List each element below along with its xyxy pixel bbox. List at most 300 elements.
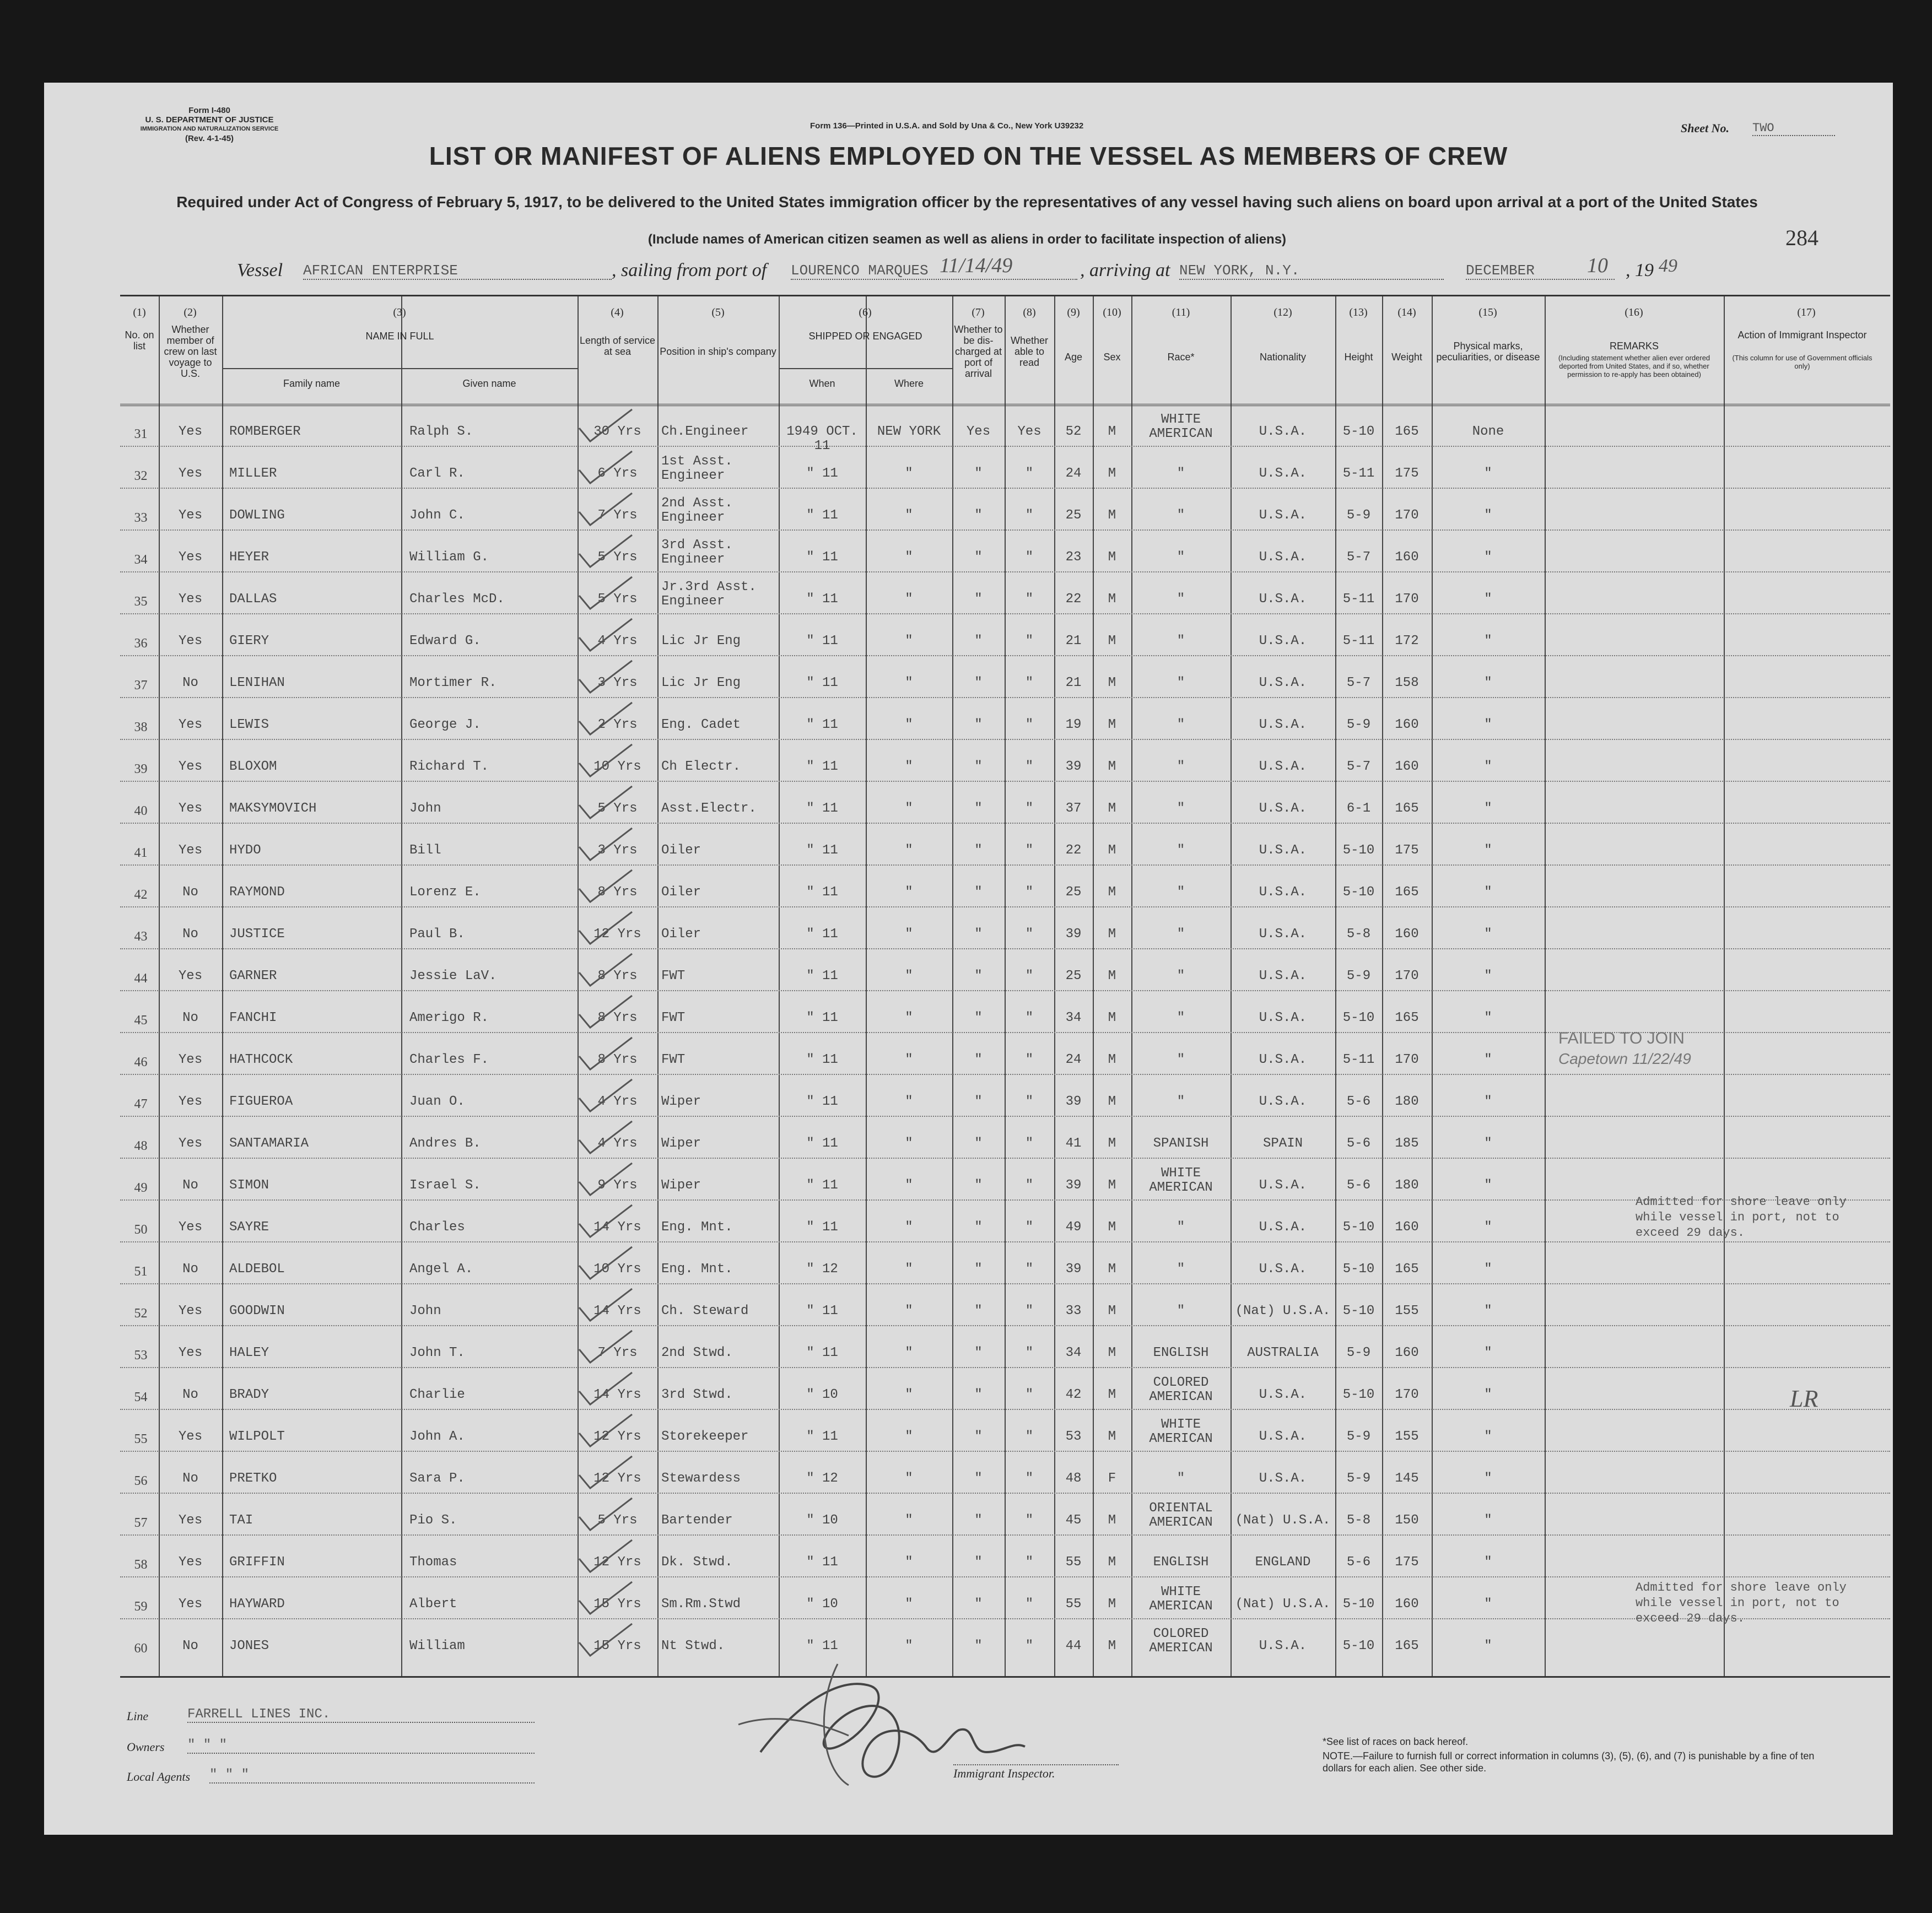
cell-list-number: 37 [134, 678, 148, 693]
cell-discharged: " [974, 969, 983, 983]
table-row [120, 697, 1890, 739]
table-row [120, 990, 1890, 1032]
cell-discharged: " [974, 1597, 983, 1612]
cell-nationality: U.S.A. [1259, 1429, 1307, 1444]
cell-age: 23 [1065, 550, 1082, 565]
cell-race: WHITE AMERICAN [1149, 1585, 1213, 1614]
check-mark-icon [575, 1411, 635, 1450]
cell-nationality: ENGLAND [1255, 1555, 1311, 1570]
cell-sex: M [1108, 759, 1116, 774]
cell-given-name: Amerigo R. [409, 1010, 489, 1025]
cell-race: " [1177, 466, 1185, 481]
owners-value: " " " [187, 1738, 535, 1754]
col-header-discharged: Whether to be dis-charged at port of arrival [954, 324, 1003, 379]
cell-sex: M [1108, 1597, 1116, 1612]
cell-race: " [1177, 1052, 1185, 1067]
cell-list-number: 60 [134, 1641, 148, 1656]
cell-service: 14 Yrs [593, 1220, 641, 1235]
table-row [120, 781, 1890, 823]
cell-able-to-read: " [1025, 1220, 1034, 1235]
cell-family-name: DOWLING [229, 508, 285, 523]
column-number: (2) [184, 306, 197, 318]
cell-shipped-where: " [905, 885, 913, 900]
cell-nationality: U.S.A. [1259, 801, 1307, 816]
cell-shipped-when: " 12 [806, 1262, 838, 1277]
cell-family-name: HALEY [229, 1345, 269, 1360]
cell-service: 8 Yrs [597, 1010, 638, 1025]
races-note: *See list of races on back hereof. [1323, 1736, 1469, 1747]
cell-shipped-when: " 11 [806, 717, 838, 732]
cell-nationality: SPAIN [1262, 1136, 1303, 1151]
cell-race: " [1177, 843, 1185, 858]
cell-physical-marks: " [1484, 1429, 1492, 1444]
cell-height: 5-10 [1342, 1304, 1375, 1318]
cell-nationality: U.S.A. [1259, 634, 1307, 649]
cell-position: Lic Jr Eng [661, 676, 741, 690]
cell-height: 5-10 [1342, 1262, 1375, 1277]
cell-height: 5-8 [1346, 1513, 1371, 1528]
cell-able-to-read: " [1025, 927, 1034, 942]
cell-able-to-read: " [1025, 1429, 1034, 1444]
cell-given-name: John [409, 1304, 441, 1318]
cell-height: 5-10 [1342, 1010, 1375, 1025]
cell-height: 5-11 [1342, 466, 1375, 481]
cell-given-name: Lorenz E. [409, 885, 481, 900]
cell-shipped-when: " 12 [806, 1471, 838, 1486]
cell-position: Jr.3rd Asst. Engineer [661, 580, 757, 609]
cell-last-voyage: Yes [178, 592, 203, 607]
cell-weight: 160 [1395, 1345, 1419, 1360]
local-agents-label: Local Agents [127, 1770, 191, 1784]
check-mark-icon [575, 1076, 635, 1115]
cell-last-voyage: No [182, 927, 198, 942]
cell-shipped-when: 1949 OCT. 11 [786, 424, 858, 453]
cell-weight: 160 [1395, 1220, 1419, 1235]
table-row [120, 1074, 1890, 1116]
table-row [120, 488, 1890, 529]
cell-service: 10 Yrs [593, 1262, 641, 1277]
cell-family-name: BLOXOM [229, 759, 277, 774]
column-number: (12) [1273, 306, 1292, 318]
column-number: (11) [1172, 306, 1190, 318]
cell-shipped-where: " [905, 466, 913, 481]
cell-last-voyage: Yes [178, 466, 203, 481]
cell-age: 34 [1065, 1345, 1082, 1360]
cell-position: FWT [661, 969, 686, 983]
cell-shipped-when: " 11 [806, 927, 838, 942]
cell-service: 14 Yrs [593, 1387, 641, 1402]
column-number: (17) [1797, 306, 1816, 318]
cell-family-name: LEWIS [229, 717, 269, 732]
cell-shipped-when: " 11 [806, 676, 838, 690]
cell-family-name: HYDO [229, 843, 261, 858]
cell-shipped-where: " [905, 1387, 913, 1402]
cell-age: 25 [1065, 969, 1082, 983]
cell-last-voyage: Yes [178, 1136, 203, 1151]
cell-service: 15 Yrs [593, 1597, 641, 1612]
cell-able-to-read: " [1025, 717, 1034, 732]
cell-nationality: U.S.A. [1259, 759, 1307, 774]
cell-shipped-where: " [905, 759, 913, 774]
cell-service: 30 Yrs [593, 424, 641, 439]
cell-able-to-read: " [1025, 1262, 1034, 1277]
cell-race: " [1177, 508, 1185, 523]
cell-list-number: 46 [134, 1055, 148, 1069]
cell-weight: 172 [1395, 634, 1419, 649]
cell-discharged: " [974, 592, 983, 607]
cell-discharged: " [974, 1387, 983, 1402]
cell-service: 7 Yrs [597, 508, 638, 523]
cell-height: 5-6 [1346, 1555, 1371, 1570]
cell-height: 5-10 [1342, 1639, 1375, 1653]
requirement-text: Required under Act of Congress of February 5, 1917, to be delivered to the United States immigration officer by the representatives of any vessel having such aliens on board upon arrival at a port of the United States [176, 193, 1758, 210]
cell-sex: M [1108, 1345, 1116, 1360]
cell-race: " [1177, 592, 1185, 607]
cell-nationality: U.S.A. [1259, 592, 1307, 607]
cell-discharged: " [974, 1639, 983, 1653]
cell-discharged: " [974, 1429, 983, 1444]
cell-last-voyage: Yes [178, 1513, 203, 1528]
cell-physical-marks: " [1484, 1345, 1492, 1360]
cell-weight: 155 [1395, 1429, 1419, 1444]
remark-shore-leave-48: Admitted for shore leave only while vessel in port, not to exceed 29 days. [1636, 1195, 1847, 1240]
cell-able-to-read: " [1025, 592, 1034, 607]
cell-shipped-when: " 11 [806, 1555, 838, 1570]
cell-given-name: Juan O. [409, 1094, 465, 1109]
cell-shipped-when: " 11 [806, 1094, 838, 1109]
check-mark-icon [575, 657, 635, 696]
cell-weight: 165 [1395, 1639, 1419, 1653]
cell-age: 39 [1065, 1094, 1082, 1109]
cell-list-number: 34 [134, 553, 148, 567]
cell-last-voyage: Yes [178, 550, 203, 565]
cell-given-name: Israel S. [409, 1178, 481, 1193]
table-row [120, 823, 1890, 864]
col-header-remarks-note: (Including statement whether alien ever ordered deported from United States, and if so, whether permission to re-apply has been obtained) [1558, 354, 1710, 379]
cell-weight: 155 [1395, 1304, 1419, 1318]
sail-date: 11/14/49 [940, 254, 1013, 277]
cell-nationality: U.S.A. [1259, 1178, 1307, 1193]
cell-family-name: GRIFFIN [229, 1555, 285, 1570]
cell-able-to-read: " [1025, 676, 1034, 690]
cell-last-voyage: Yes [178, 424, 203, 439]
check-mark-icon [575, 1537, 635, 1575]
cell-family-name: HEYER [229, 550, 269, 565]
cell-physical-marks: " [1484, 717, 1492, 732]
col-header-family-name: Family name [283, 378, 341, 389]
cell-able-to-read: " [1025, 885, 1034, 900]
cell-physical-marks: " [1484, 1220, 1492, 1235]
check-mark-icon [575, 867, 635, 905]
cell-last-voyage: Yes [178, 759, 203, 774]
col-header-given-name: Given name [462, 378, 516, 389]
cell-able-to-read: " [1025, 550, 1034, 565]
cell-sex: M [1108, 634, 1116, 649]
cell-list-number: 41 [134, 846, 148, 860]
cell-physical-marks: " [1484, 466, 1492, 481]
cell-nationality: (Nat) U.S.A. [1235, 1513, 1331, 1528]
cell-able-to-read: " [1025, 466, 1034, 481]
cell-shipped-where: " [905, 676, 913, 690]
cell-shipped-where: " [905, 634, 913, 649]
cell-last-voyage: Yes [178, 843, 203, 858]
cell-sex: M [1108, 1010, 1116, 1025]
cell-able-to-read: " [1025, 843, 1034, 858]
cell-given-name: Albert [409, 1597, 457, 1612]
port-to: NEW YORK, N.Y. [1179, 262, 1444, 280]
cell-shipped-where: " [905, 1597, 913, 1612]
cell-nationality: U.S.A. [1259, 927, 1307, 942]
cell-age: 22 [1065, 843, 1082, 858]
cell-list-number: 35 [134, 595, 148, 609]
cell-age: 45 [1065, 1513, 1082, 1528]
cell-position: Storekeeper [661, 1429, 749, 1444]
cell-given-name: John T. [409, 1345, 465, 1360]
cell-list-number: 36 [134, 636, 148, 651]
cell-nationality: (Nat) U.S.A. [1235, 1597, 1331, 1612]
cell-race: " [1177, 717, 1185, 732]
cell-shipped-when: " 11 [806, 801, 838, 816]
manifest-title: LIST OR MANIFEST OF ALIENS EMPLOYED ON THE VESSEL AS MEMBERS OF CREW [429, 142, 1508, 170]
cell-family-name: WILPOLT [229, 1429, 285, 1444]
check-mark-icon [575, 1160, 635, 1198]
cell-shipped-where: " [905, 1471, 913, 1486]
cell-last-voyage: No [182, 885, 198, 900]
cell-last-voyage: Yes [178, 1597, 203, 1612]
cell-last-voyage: No [182, 1178, 198, 1193]
cell-shipped-when: " 11 [806, 1304, 838, 1318]
cell-physical-marks: " [1484, 1136, 1492, 1151]
cell-shipped-where: " [905, 1262, 913, 1277]
cell-list-number: 33 [134, 511, 148, 525]
cell-discharged: " [974, 1345, 983, 1360]
cell-nationality: U.S.A. [1259, 424, 1307, 439]
cell-shipped-when: " 11 [806, 1052, 838, 1067]
cell-discharged: " [974, 801, 983, 816]
cell-discharged: " [974, 1178, 983, 1193]
cell-shipped-where: " [905, 1513, 913, 1528]
cell-weight: 170 [1395, 508, 1419, 523]
cell-last-voyage: Yes [178, 1429, 203, 1444]
cell-given-name: Charles [409, 1220, 465, 1235]
line-label: Line [127, 1709, 149, 1723]
cell-nationality: U.S.A. [1259, 550, 1307, 565]
cell-discharged: " [974, 1262, 983, 1277]
cell-discharged: " [974, 634, 983, 649]
cell-nationality: U.S.A. [1259, 1639, 1307, 1653]
cell-sex: M [1108, 550, 1116, 565]
cell-shipped-when: " 11 [806, 550, 838, 565]
cell-physical-marks: " [1484, 1471, 1492, 1486]
cell-weight: 175 [1395, 843, 1419, 858]
cell-nationality: U.S.A. [1259, 1010, 1307, 1025]
cell-sex: M [1108, 843, 1116, 858]
check-mark-icon [575, 1202, 635, 1240]
col-header-height: Height [1344, 352, 1373, 363]
cell-family-name: JUSTICE [229, 927, 285, 942]
cell-last-voyage: Yes [178, 717, 203, 732]
cell-list-number: 47 [134, 1097, 148, 1111]
local-agents-value: " " " [209, 1768, 535, 1784]
col-header-sex: Sex [1103, 352, 1121, 363]
cell-sex: M [1108, 1304, 1116, 1318]
cell-given-name: Jessie LaV. [409, 969, 497, 983]
cell-family-name: GARNER [229, 969, 277, 983]
check-mark-icon [575, 1495, 635, 1533]
cell-last-voyage: No [182, 676, 198, 690]
cell-shipped-when: " 11 [806, 1345, 838, 1360]
col-header-nationality: Nationality [1259, 352, 1307, 363]
cell-shipped-where: " [905, 843, 913, 858]
form-identifier [127, 106, 292, 143]
cell-service: 12 Yrs [593, 1555, 641, 1570]
cell-age: 24 [1065, 466, 1082, 481]
cell-family-name: DALLAS [229, 592, 277, 607]
cell-age: 53 [1065, 1429, 1082, 1444]
col-header-inspector-action: Action of Immigrant Inspector [1737, 329, 1867, 341]
cell-physical-marks: " [1484, 508, 1492, 523]
cell-age: 25 [1065, 508, 1082, 523]
cell-last-voyage: Yes [178, 1304, 203, 1318]
page-number: 284 [1785, 225, 1818, 250]
cell-position: Lic Jr Eng [661, 634, 741, 649]
cell-service: 5 Yrs [597, 550, 638, 565]
cell-discharged: " [974, 759, 983, 774]
cell-family-name: FANCHI [229, 1010, 277, 1025]
cell-last-voyage: No [182, 1387, 198, 1402]
cell-position: Bartender [661, 1513, 733, 1528]
sheet-number-label: Sheet No. [1681, 121, 1729, 135]
cell-age: 37 [1065, 801, 1082, 816]
cell-age: 24 [1065, 1052, 1082, 1067]
cell-given-name: Pio S. [409, 1513, 457, 1528]
cell-list-number: 32 [134, 469, 148, 483]
cell-given-name: Edward G. [409, 634, 481, 649]
check-mark-icon [575, 699, 635, 738]
check-mark-icon [575, 1453, 635, 1492]
cell-age: 55 [1065, 1555, 1082, 1570]
cell-race: " [1177, 1262, 1185, 1277]
column-number: (15) [1478, 306, 1497, 318]
cell-height: 5-10 [1342, 1387, 1375, 1402]
cell-height: 5-10 [1342, 885, 1375, 900]
subheader-rule [222, 368, 578, 369]
check-mark-icon [575, 1579, 635, 1617]
col-header-physical-marks: Physical marks, peculiarities, or disease [1436, 341, 1540, 363]
cell-shipped-when: " 11 [806, 1136, 838, 1151]
check-mark-icon [575, 950, 635, 989]
cell-position: 3rd Stwd. [661, 1387, 733, 1402]
cell-service: 8 Yrs [597, 969, 638, 983]
cell-list-number: 52 [134, 1306, 148, 1321]
cell-shipped-where: " [905, 1136, 913, 1151]
cell-age: 41 [1065, 1136, 1082, 1151]
cell-family-name: GOODWIN [229, 1304, 285, 1318]
cell-service: 2 Yrs [597, 717, 638, 732]
cell-sex: M [1108, 1052, 1116, 1067]
table-row [120, 1409, 1890, 1451]
cell-service: 8 Yrs [597, 1052, 638, 1067]
cell-physical-marks: " [1484, 969, 1492, 983]
cell-able-to-read: " [1025, 508, 1034, 523]
cell-able-to-read: " [1025, 1094, 1034, 1109]
printer-line: Form 136—Printed in U.S.A. and Sold by Una & Co., New York U39232 [810, 121, 1084, 131]
col-header-age: Age [1064, 352, 1083, 363]
check-mark-icon [575, 825, 635, 863]
cell-given-name: Paul B. [409, 927, 465, 942]
manifest-sheet [44, 83, 1893, 1835]
cell-height: 5-6 [1346, 1094, 1371, 1109]
cell-able-to-read: " [1025, 969, 1034, 983]
cell-weight: 160 [1395, 759, 1419, 774]
cell-discharged: " [974, 1471, 983, 1486]
table-row [120, 948, 1890, 990]
cell-physical-marks: " [1484, 1387, 1492, 1402]
column-number: (7) [972, 306, 985, 318]
cell-weight: 165 [1395, 1262, 1419, 1277]
cell-shipped-where: " [905, 1094, 913, 1109]
cell-able-to-read: " [1025, 1178, 1034, 1193]
cell-age: 25 [1065, 885, 1082, 900]
cell-service: 14 Yrs [593, 1304, 641, 1318]
cell-age: 44 [1065, 1639, 1082, 1653]
cell-race: " [1177, 885, 1185, 900]
cell-family-name: FIGUEROA [229, 1094, 293, 1109]
cell-position: FWT [661, 1052, 686, 1067]
col-header-read: Whether able to read [1010, 335, 1049, 368]
cell-given-name: John A. [409, 1429, 465, 1444]
cell-weight: 160 [1395, 927, 1419, 942]
remark-shore-leave-57: Admitted for shore leave only while vessel in port, not to exceed 29 days. [1636, 1581, 1847, 1625]
cell-age: 39 [1065, 927, 1082, 942]
port-from: LOURENCO MARQUES [791, 262, 1077, 280]
table-row [120, 446, 1890, 488]
cell-physical-marks: " [1484, 634, 1492, 649]
cell-list-number: 31 [134, 427, 148, 441]
col-header-weight: Weight [1391, 352, 1422, 363]
check-mark-icon [575, 448, 635, 487]
cell-shipped-where: " [905, 1220, 913, 1235]
table-row [120, 1283, 1890, 1325]
cell-family-name: PRETKO [229, 1471, 277, 1486]
cell-service: 5 Yrs [597, 592, 638, 607]
col-header-name: NAME IN FULL [365, 331, 434, 342]
cell-age: 34 [1065, 1010, 1082, 1025]
cell-weight: 165 [1395, 885, 1419, 900]
arrival-month: DECEMBER [1466, 262, 1615, 280]
cell-list-number: 59 [134, 1599, 148, 1614]
cell-able-to-read: " [1025, 1052, 1034, 1067]
cell-last-voyage: Yes [178, 1220, 203, 1235]
cell-family-name: SAYRE [229, 1220, 269, 1235]
cell-weight: 170 [1395, 969, 1419, 983]
cell-age: 39 [1065, 1178, 1082, 1193]
check-mark-icon [575, 532, 635, 570]
cell-age: 55 [1065, 1597, 1082, 1612]
col-header-remarks: REMARKS [1609, 341, 1659, 352]
cell-physical-marks: " [1484, 801, 1492, 816]
cell-shipped-when: " 11 [806, 969, 838, 983]
cell-able-to-read: " [1025, 759, 1034, 774]
table-row [120, 864, 1890, 906]
cell-nationality: U.S.A. [1259, 1471, 1307, 1486]
cell-race: " [1177, 1471, 1185, 1486]
cell-able-to-read: " [1025, 1136, 1034, 1151]
column-number: (16) [1625, 306, 1643, 318]
cell-shipped-where: " [905, 508, 913, 523]
cell-family-name: JONES [229, 1639, 269, 1653]
cell-shipped-when: " 11 [806, 1220, 838, 1235]
